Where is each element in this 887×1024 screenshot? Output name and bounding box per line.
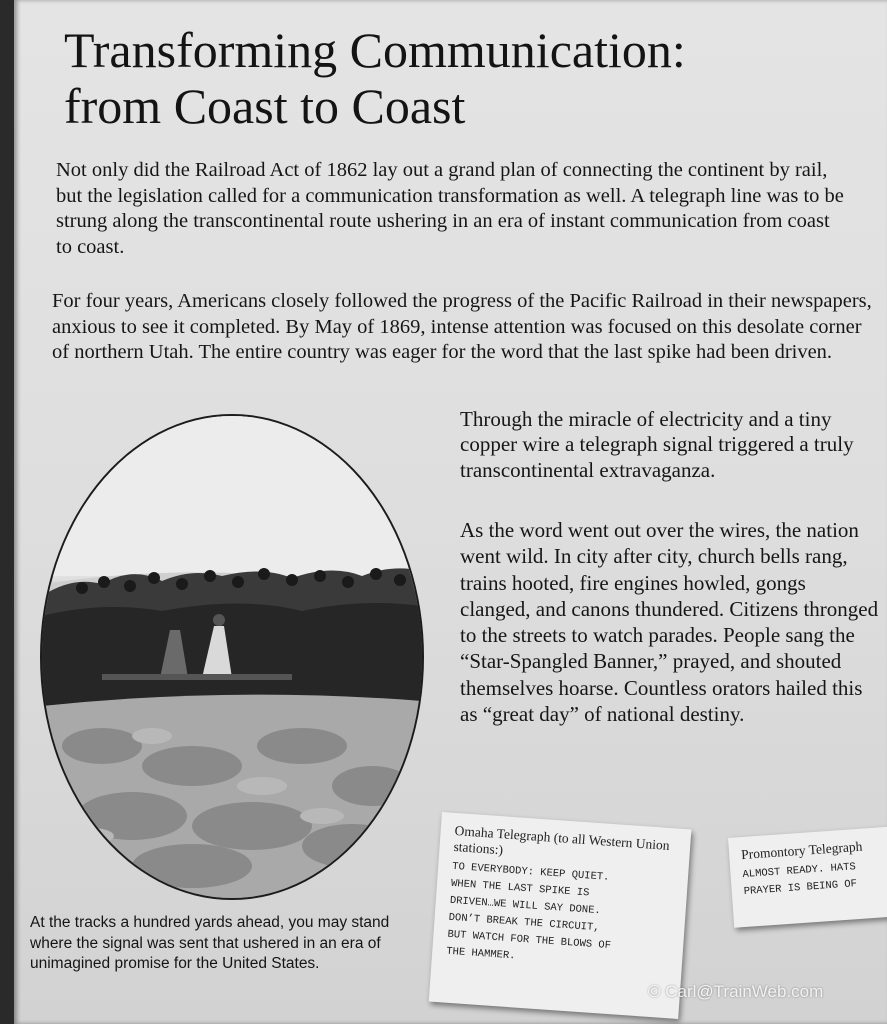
historic-crowd-photo xyxy=(40,414,424,900)
paragraph-electricity: Through the miracle of electricity and a tiny copper wire a telegraph signal triggered a truly transcontinental extravaganza. xyxy=(460,407,854,482)
promontory-telegraph-heading: Promontory Telegraph xyxy=(740,838,863,863)
omaha-telegraph-message: TO EVERYBODY: KEEP QUIET. WHEN THE LAST SPIKE IS DRIVEN…WE WILL SAY DONE. DON’T BREAK THE CIRCUIT, BUT WATCH FOR THE BLOWS OF THE HAMMER. xyxy=(445,860,612,963)
paragraph-railroad-act: Not only did the Railroad Act of 1862 lay out a grand plan of connecting the continent by rail, but the legislation called for a communication transformation as well. A telegraph line was to be strung along the transcontinental route ushering in an era of instant communication from coast to coast. xyxy=(56,159,844,258)
paragraph-nation-celebrates: As the word went out over the wires, the nation went wild. In city after city, church bells rang, trains hooted, fire engines howled, gongs clanged, and canons thundered. Citizens thronged to the streets to watch parades. People sang the “Star-Spangled Banner,” prayed, and shouted themselves hoarse. Countless orators hailed this as “great day” of national destiny. xyxy=(460,518,879,727)
promontory-telegraph-message: ALMOST READY. HATS PRAYER IS BEING OF xyxy=(742,861,858,899)
sign-title-line2: from Coast to Coast xyxy=(64,78,466,134)
promontory-telegraph-card xyxy=(728,825,887,927)
sign-title-line1: Transforming Communication: xyxy=(64,22,686,78)
omaha-telegraph-heading: Omaha Telegraph (to all Western Union stations:) xyxy=(453,822,671,858)
sign-title xyxy=(64,22,884,134)
copyright-watermark: © Carl@TrainWeb.com xyxy=(648,982,824,1001)
photo-caption: At the tracks a hundred yards ahead, you may stand where the signal was sent that ushered in an era of unimagined promise for the United States. xyxy=(30,914,390,972)
paragraph-four-years: For four years, Americans closely followed the progress of the Pacific Railroad in their newspapers, anxious to see it completed. By May of 1869, intense attention was focused on this desolate corner of northern Utah. The entire country was eager for the word that the last spike had been driven. xyxy=(52,290,872,364)
crowd-illustration xyxy=(42,416,422,898)
